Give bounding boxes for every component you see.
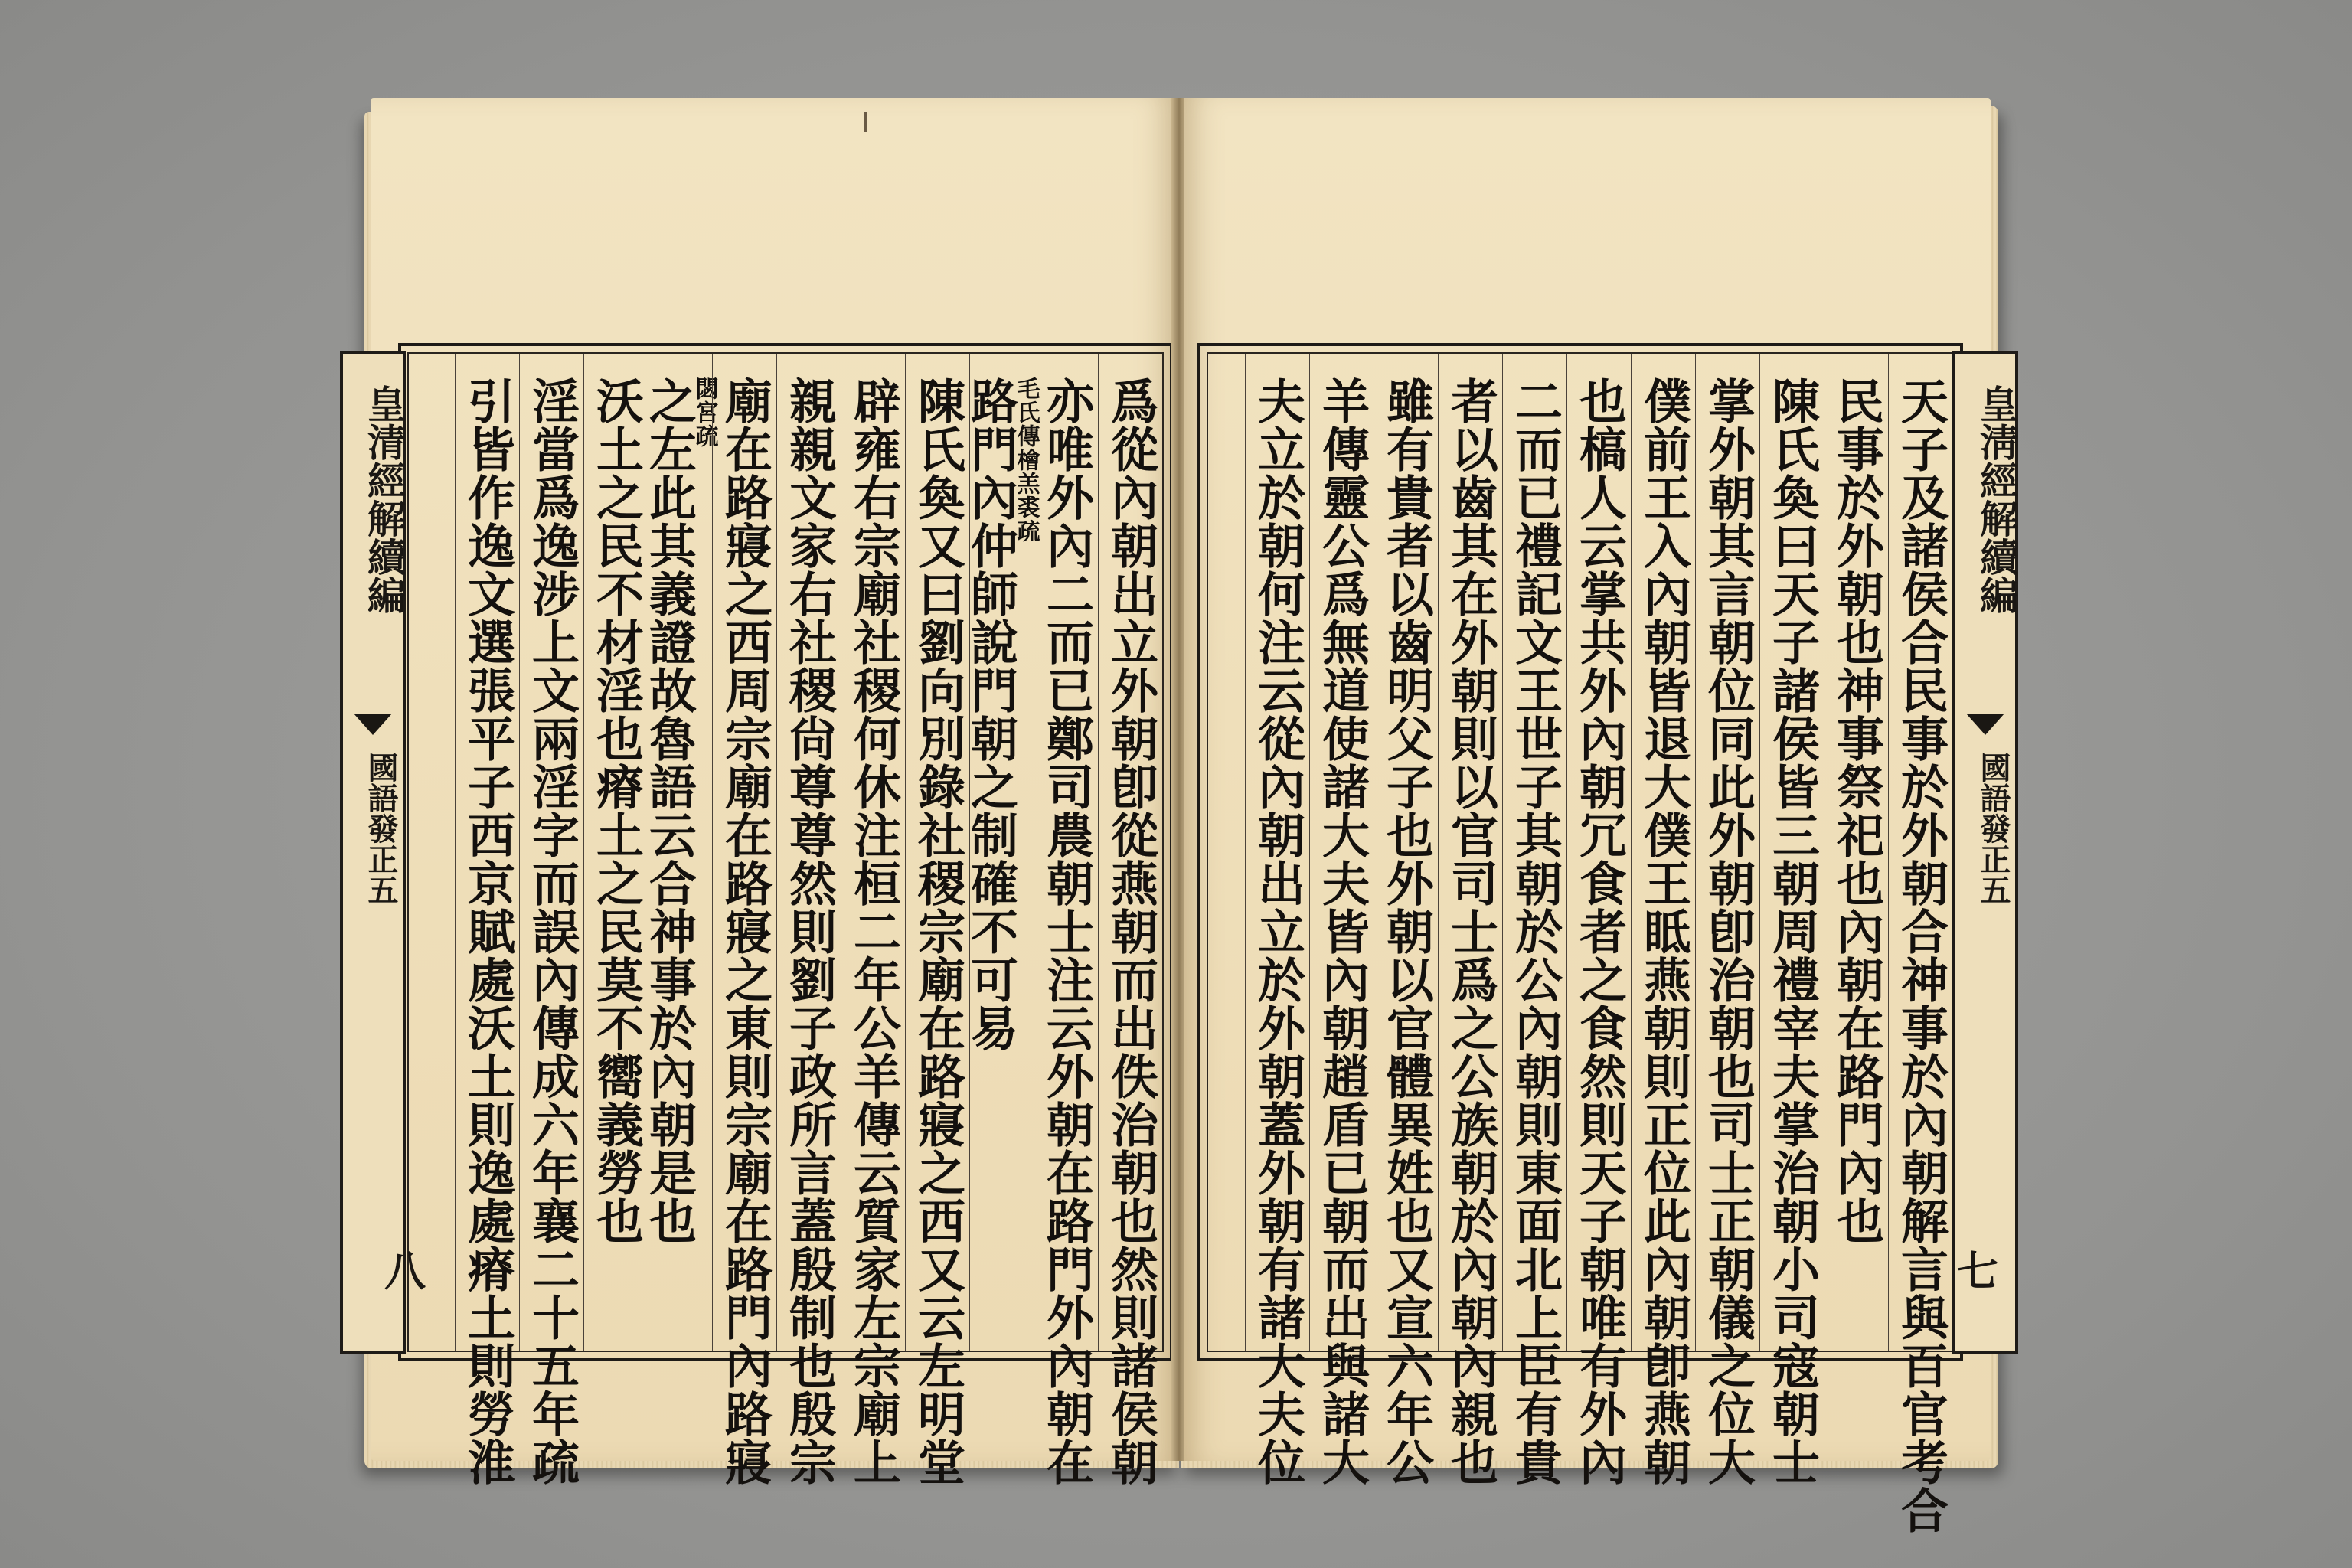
text-column: 爲從內朝出立外朝卽從燕朝而出佚治朝也然則諸侯朝 [1098,354,1162,1351]
text-column: 之左此其義證故魯語云合神事於內朝是也 閟宮疏 [648,354,712,1351]
right-columns [1208,354,1952,1534]
text-column: 羊傳靈公爲無道使諸大夫皆內朝趙盾已朝而出與諸大 [1309,354,1374,1351]
text-column: 陳氏奐又曰劉向別錄社稷宗廟在路寢之西又云左明堂 [905,354,969,1351]
fish-tail-mark [1966,714,2004,735]
fish-tail-mark [354,714,392,735]
ink-mark [864,112,867,132]
text-column: 陳氏奐曰天子諸侯皆三朝周禮宰夫掌治朝小司寇朝士 [1759,354,1824,1351]
left-text-block [398,343,1173,1486]
text-column: 廟在路寢之西周宗廟在路寢之東則宗廟在路門內路寢 [712,354,776,1351]
text-column: 沃土之民不材淫也瘠土之民莫不嚮義勞也 [583,354,648,1351]
right-text-block [1197,343,1963,1534]
right-fold-margin [1952,351,2018,1354]
chapter-label: 國語發正五 [1975,752,2011,905]
text-column: 引皆作逸文選張平子西京賦處沃土則逸處瘠土則勞淮 [455,354,519,1351]
book-title: 皇清經解續編 [361,384,407,614]
text-column: 淫當爲逸涉上文兩淫字而誤內傳成六年襄二十五年疏 [519,354,583,1351]
left-columns [409,354,1162,1486]
text-column: 二而已禮記文王世子其朝於公內朝則東面北上臣有貴 [1502,354,1566,1351]
chapter-label: 國語發正五 [363,752,399,905]
small-note: 閟宮疏 [691,377,718,448]
text-column: 也槁人云掌共外內朝冗食者之食然則天子朝唯有外內 [1566,354,1631,1351]
right-page [1184,98,2019,1534]
open-book [360,98,2019,1534]
text-column: 雖有貴者以齒明父子也外朝以官體異姓也又宣六年公 [1374,354,1438,1351]
text-column: 掌外朝其言朝位同此外朝卽治朝也司士正朝儀之位大 [1695,354,1759,1351]
text-column: 者以齒其在外朝則以官司士爲之公族朝於內朝內親也 [1438,354,1502,1351]
text-column: 民事於外朝也神事祭祀也內朝在路門內也 [1824,354,1888,1351]
page-number: 八 [384,1246,426,1295]
left-page [361,98,1174,1486]
text-column: 天子及諸侯合民事於外朝合神事於內朝解言與百官考合 [1888,354,1952,1351]
text-column: 路門內仲師說門朝之制確不可易 毛氏傳檜羔裘疏 [969,354,1034,1351]
text-column: 夫立於朝何注云從內朝出立於外朝蓋外朝有諸大夫位 [1245,354,1309,1351]
text-column: 辟雍右宗廟社稷何休注桓二年公羊傳云質家左宗廟上 [841,354,905,1351]
text-column: 僕前王入內朝皆退大僕王眡燕朝則正位此內朝卽燕朝 [1631,354,1695,1351]
small-note: 毛氏傳檜羔裘疏 [1012,377,1040,543]
book-title: 皇淸經解續編 [1974,384,2019,614]
left-fold-margin [340,351,406,1354]
text-column: 亦唯外內二而已鄭司農朝士注云外朝在路門外內朝在 [1034,354,1098,1351]
text-column: 親親文家右社稷尙尊尊然則劉子政所言蓋殷制也殷宗 [776,354,841,1351]
page-number: 七 [1957,1246,1998,1295]
